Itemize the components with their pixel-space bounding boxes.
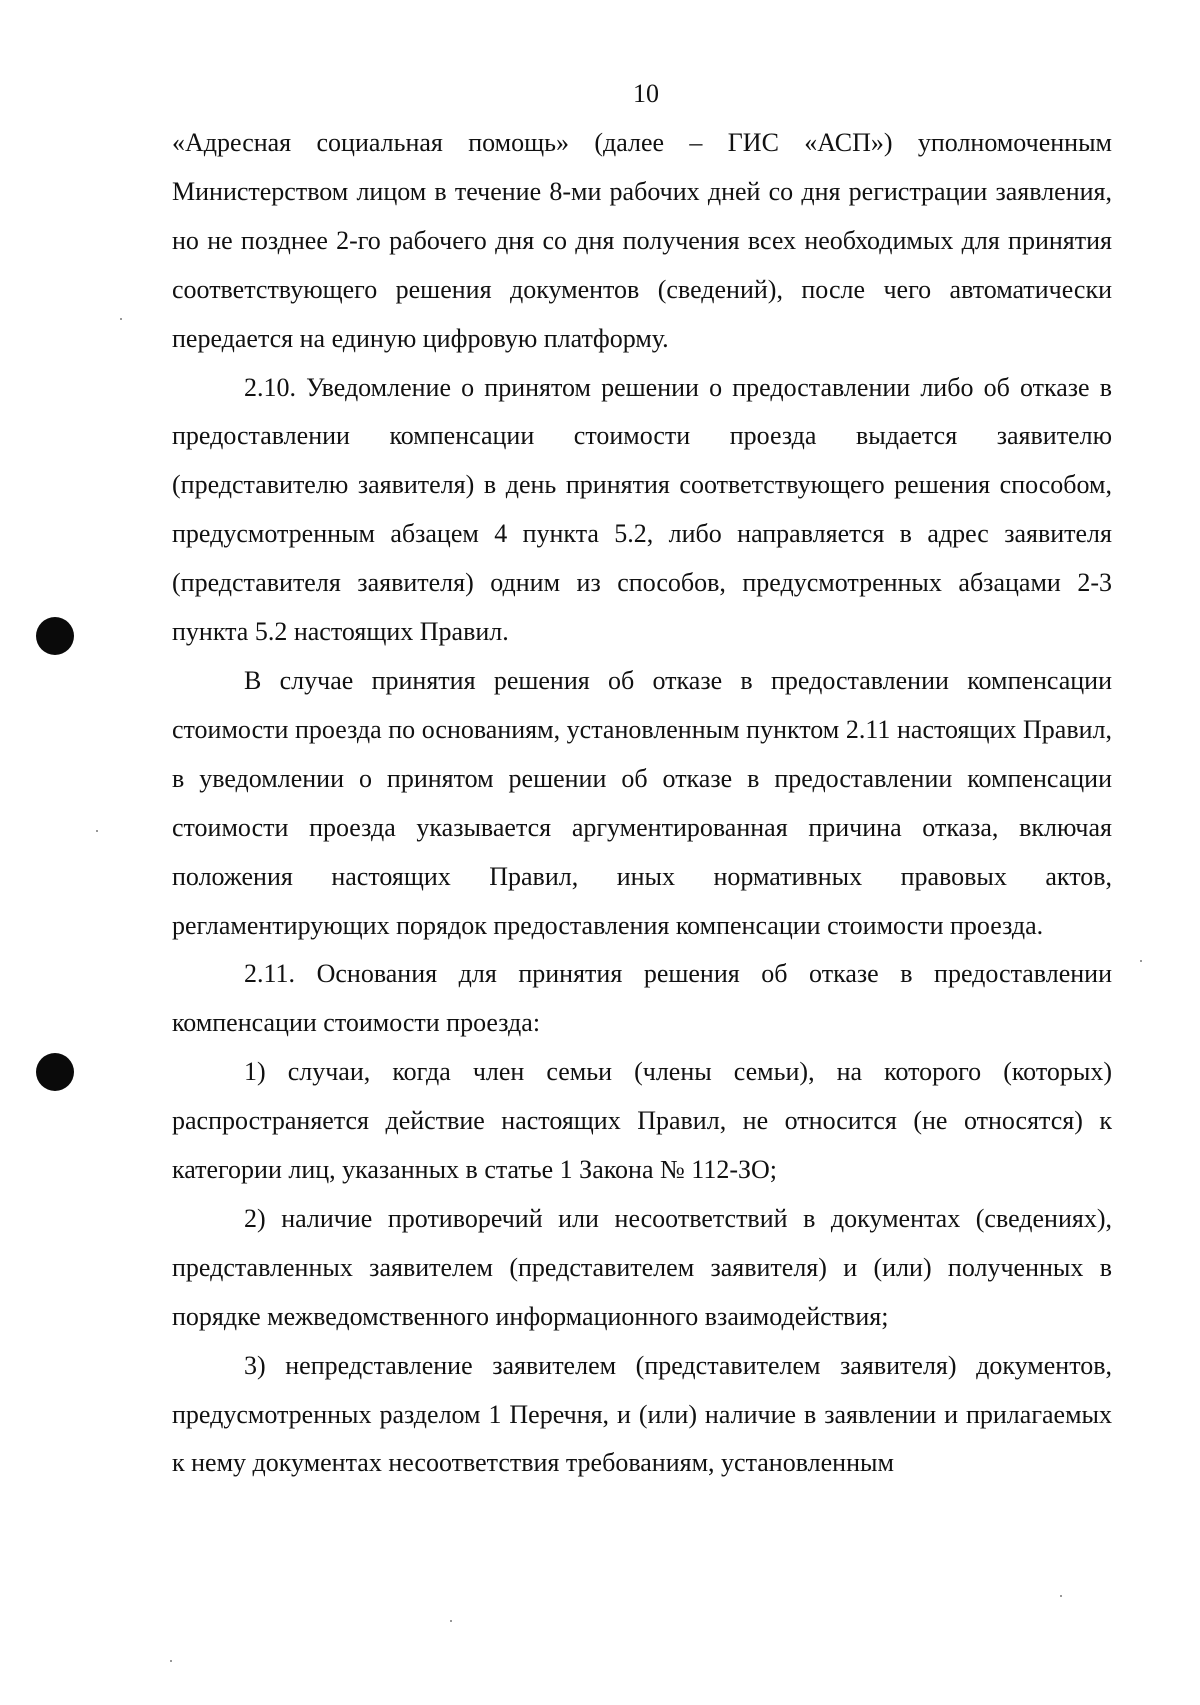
scan-speck <box>120 318 122 320</box>
punch-hole <box>36 617 74 655</box>
page-number: 10 <box>633 79 659 108</box>
list-item-1: 1) случаи, когда член семьи (члены семьи), на которого (которых) распространяется действие настоящих Правил, не относится (не относятся) к категории лиц, указанных в статье 1 Закона № 112-ЗО; <box>172 1057 1112 1185</box>
scan-speck <box>1140 960 1142 962</box>
paragraph-2-11: 2.11. Основания для принятия решения об отказе в предоставлении компенсации стоимости проезда: <box>172 959 1112 1038</box>
paragraph-refusal-case: В случае принятия решения об отказе в предоставлении компенсации стоимости проезда по основаниям, установленным пунктом 2.11 настоящих Правил, в уведомлении о принятом решении об отказе в предоставлении компенсации стоимости проезда указывается аргументированная причина отказа, включая положения настоящих Правил, иных нормативных правовых актов, регламентирующих порядок предоставления компенсации стоимости проезда. <box>172 665 1112 940</box>
scan-speck <box>96 830 98 832</box>
scan-speck <box>450 1620 452 1622</box>
punch-hole <box>36 1053 74 1091</box>
document-body <box>172 119 1112 1488</box>
scan-speck <box>170 1660 172 1662</box>
scan-speck <box>1060 1595 1062 1597</box>
paragraph-2-10: 2.10. Уведомление о принятом решении о предоставлении либо об отказе в предоставлении компенсации стоимости проезда выдается заявителю (представителю заявителя) в день принятия соответствующего решения способом, предусмотренным абзацем 4 пункта 5.2, либо направляется в адрес заявителя (представителя заявителя) одним из способов, предусмотренных абзацами 2-3 пункта 5.2 настоящих Правил. <box>172 372 1112 647</box>
list-item-3: 3) непредставление заявителем (представителем заявителя) документов, предусмотренных разделом 1 Перечня, и (или) наличие в заявлении и прилагаемых к нему документах несоответствия требованиям, установленным <box>172 1350 1112 1478</box>
list-item-2: 2) наличие противоречий или несоответствий в документах (сведениях), представленных заявителем (представителем заявителя) и (или) полученных в порядке межведомственного информационного взаимодействия; <box>172 1203 1112 1331</box>
paragraph-continuation: «Адресная социальная помощь» (далее – ГИС «АСП») уполномоченным Министерством лицом в течение 8-ми рабочих дней со дня регистрации заявления, но не позднее 2-го рабочего дня со дня получения всех необходимых для принятия соответствующего решения документов (сведений), после чего автоматически передается на единую цифровую платформу. <box>172 128 1112 353</box>
